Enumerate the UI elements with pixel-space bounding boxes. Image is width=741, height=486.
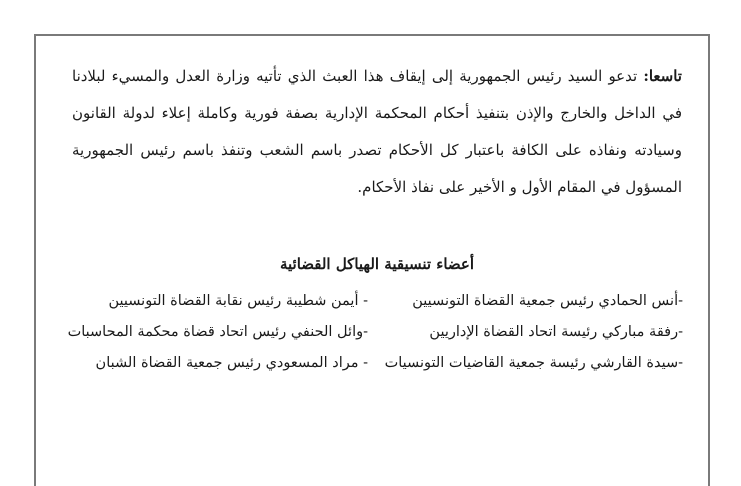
statement-label: تاسعا: (643, 67, 682, 85)
members-heading: أعضاء تنسيقية الهياكل القضائية (279, 255, 475, 273)
statement-text: تدعو السيد رئيس الجمهورية إلى إيقاف هذا العبث الذي تأتيه وزارة العدل والمسيء لبلادنا في الداخل والخارج والإذن بتنفيذ أحكام المحكمة الإدارية بصفة فورية وكاملة إعلاء لدولة القانون وسيادته ونفاذه على الكافة باعتبار كل الأحكام تصدر باسم الشعب وتنفذ باسم رئيس الجمهورية المسؤول في المقام الأول و الأخير على نفاذ الأحكام. (72, 67, 682, 196)
member-item: -وائل الحنفي رئيس اتحاد قضاة محكمة المحاسبات (67, 324, 368, 340)
member-item: - أيمن شطيبة رئيس نقابة القضاة التونسيين (108, 293, 368, 309)
member-item: - مراد المسعودي رئيس جمعية القضاة الشبان (95, 355, 368, 371)
member-item: -سيدة القارشي رئيسة جمعية القاضيات التونسيات (384, 355, 683, 371)
members-column-right (380, 286, 683, 379)
members-column-left (67, 286, 368, 379)
member-item: -رفقة مباركي رئيسة اتحاد القضاة الإداريين (429, 324, 683, 340)
statement-paragraph (72, 58, 682, 206)
member-item: -أنس الحمادي رئيس جمعية القضاة التونسيين (412, 293, 683, 309)
